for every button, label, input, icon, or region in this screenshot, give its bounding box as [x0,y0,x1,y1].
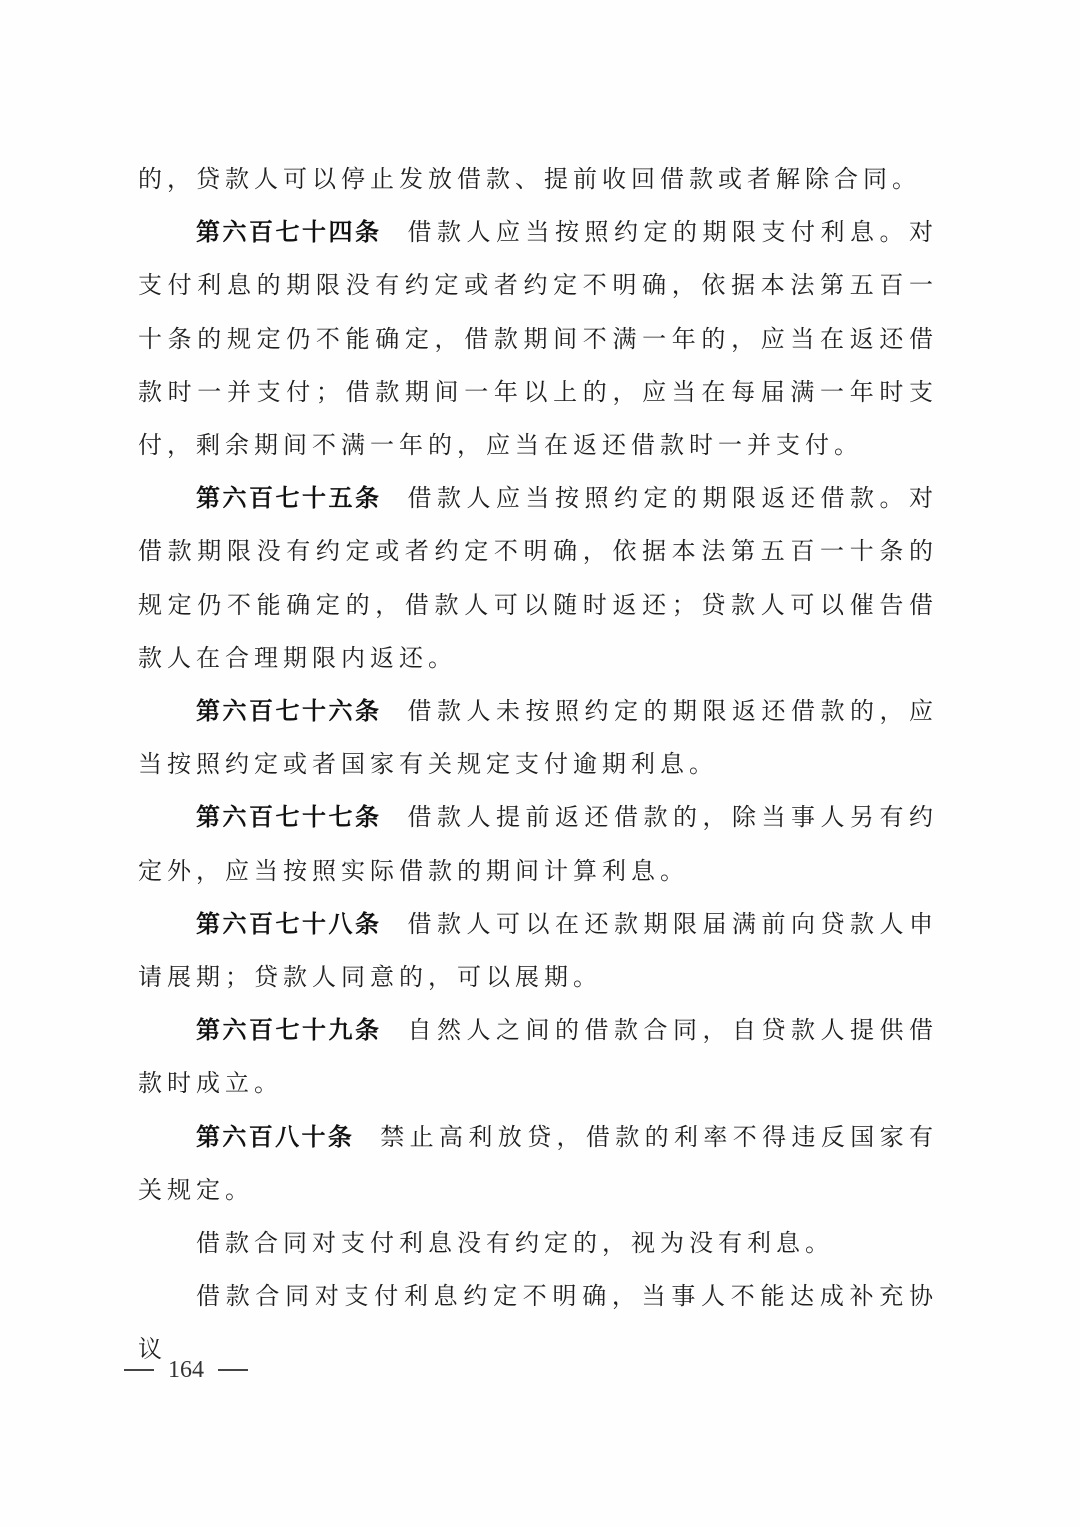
paragraph-text: 的，贷款人可以停止发放借款、提前收回借款或者解除合同。 [138,165,921,193]
article-number: 第六百七十七条 [196,803,382,832]
article-number: 第六百七十六条 [196,697,382,726]
paragraph-text: 借款合同对支付利息没有约定的，视为没有利息。 [196,1229,834,1258]
document-body [138,153,938,1377]
article-number: 第六百八十条 [196,1122,355,1151]
article-number: 第六百七十九条 [196,1016,382,1045]
page-footer [124,1350,248,1390]
article-680-clause-2 [138,1217,938,1270]
article-680-clause-3 [138,1270,938,1376]
article-text: 借款人应当按照约定的期限支付利息。对支付利息的期限没有约定或者约定不明确，依据本法第五百一十条的规定仍不能确定，借款期间不满一年的，应当在返还借款时一并支付；借款期间一年以上的，应当在每届满一年时支付，剩余期间不满一年的，应当在返还借款时一并支付。 [138,218,938,460]
article-text: 借款人可以在还款期限届满前向贷款人申请展期；贷款人同意的，可以展期。 [138,909,938,992]
paragraph-continuation [138,153,938,206]
page-number: 164 [168,1356,204,1383]
paragraph-text: 借款合同对支付利息约定不明确，当事人不能达成补充协议 [138,1282,938,1364]
article-678 [138,898,938,1004]
article-text: 自然人之间的借款合同，自贷款人提供借款时成立。 [138,1016,938,1098]
right-dash [218,1369,248,1371]
article-text: 借款人应当按照约定的期限返还借款。对借款期限没有约定或者约定不明确，依据本法第五百一十条的规定仍不能确定的，借款人可以随时返还；贷款人可以催告借款人在合理期限内返还。 [138,484,938,672]
article-number: 第六百七十五条 [196,484,382,513]
left-dash [124,1369,154,1371]
article-676 [138,685,938,791]
article-number: 第六百七十八条 [196,909,382,938]
article-679 [138,1004,938,1110]
article-674 [138,206,938,472]
article-680 [138,1111,938,1217]
article-text: 借款人提前返还借款的，除当事人另有约定外，应当按照实际借款的期间计算利息。 [138,803,938,885]
article-text: 禁止高利放贷，借款的利率不得违反国家有关规定。 [138,1122,938,1204]
article-number: 第六百七十四条 [196,218,382,247]
article-677 [138,791,938,897]
article-675 [138,472,938,685]
article-text: 借款人未按照约定的期限返还借款的，应当按照约定或者国家有关规定支付逾期利息。 [138,697,938,779]
